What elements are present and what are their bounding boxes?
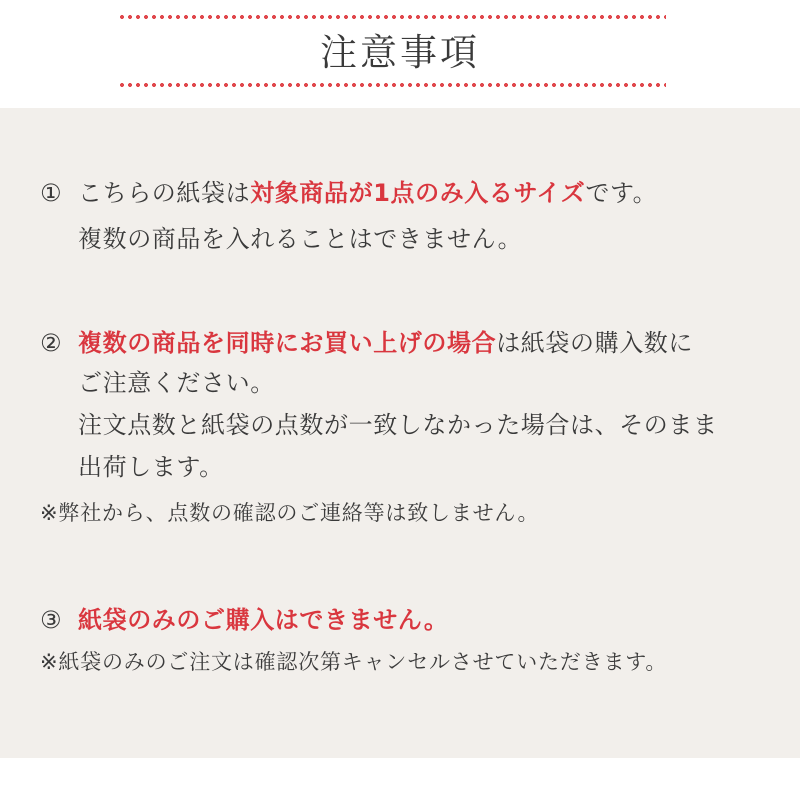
page-title: 注意事項: [320, 31, 480, 74]
item2-line2: ご注意ください。: [78, 369, 275, 397]
dotted-divider-bottom: [118, 82, 666, 88]
header: [0, 0, 800, 108]
item2-line1: [40, 326, 693, 360]
item3-note: ※紙袋のみのご注文は確認次第キャンセルさせていただきます。: [40, 650, 668, 674]
item3-highlight: 紙袋のみのご購入はできません。: [78, 606, 449, 634]
dotted-divider-top: [118, 14, 666, 20]
item3-line1: [40, 603, 448, 637]
item1-line2: 複数の商品を入れることはできません。: [78, 225, 523, 253]
item1-text-a: こちらの紙袋は: [78, 179, 251, 207]
item1-number: ①: [40, 179, 63, 207]
item2-highlight: 複数の商品を同時にお買い上げの場合: [78, 329, 497, 357]
item1-text-c: です。: [585, 179, 658, 207]
item2-line3: 注文点数と紙袋の点数が一致しなかった場合は、そのまま: [78, 411, 718, 439]
item2-text-b: は紙袋の購入数に: [496, 329, 694, 357]
item2-line4: 出荷します。: [78, 453, 224, 481]
item1-line1: [40, 176, 657, 210]
item3-number: ③: [40, 606, 63, 634]
item2-note: ※弊社から、点数の確認のご連絡等は致しません。: [40, 501, 540, 525]
item1-highlight: 対象商品が1点のみ入るサイズ: [250, 179, 586, 207]
item2-number: ②: [40, 329, 63, 357]
